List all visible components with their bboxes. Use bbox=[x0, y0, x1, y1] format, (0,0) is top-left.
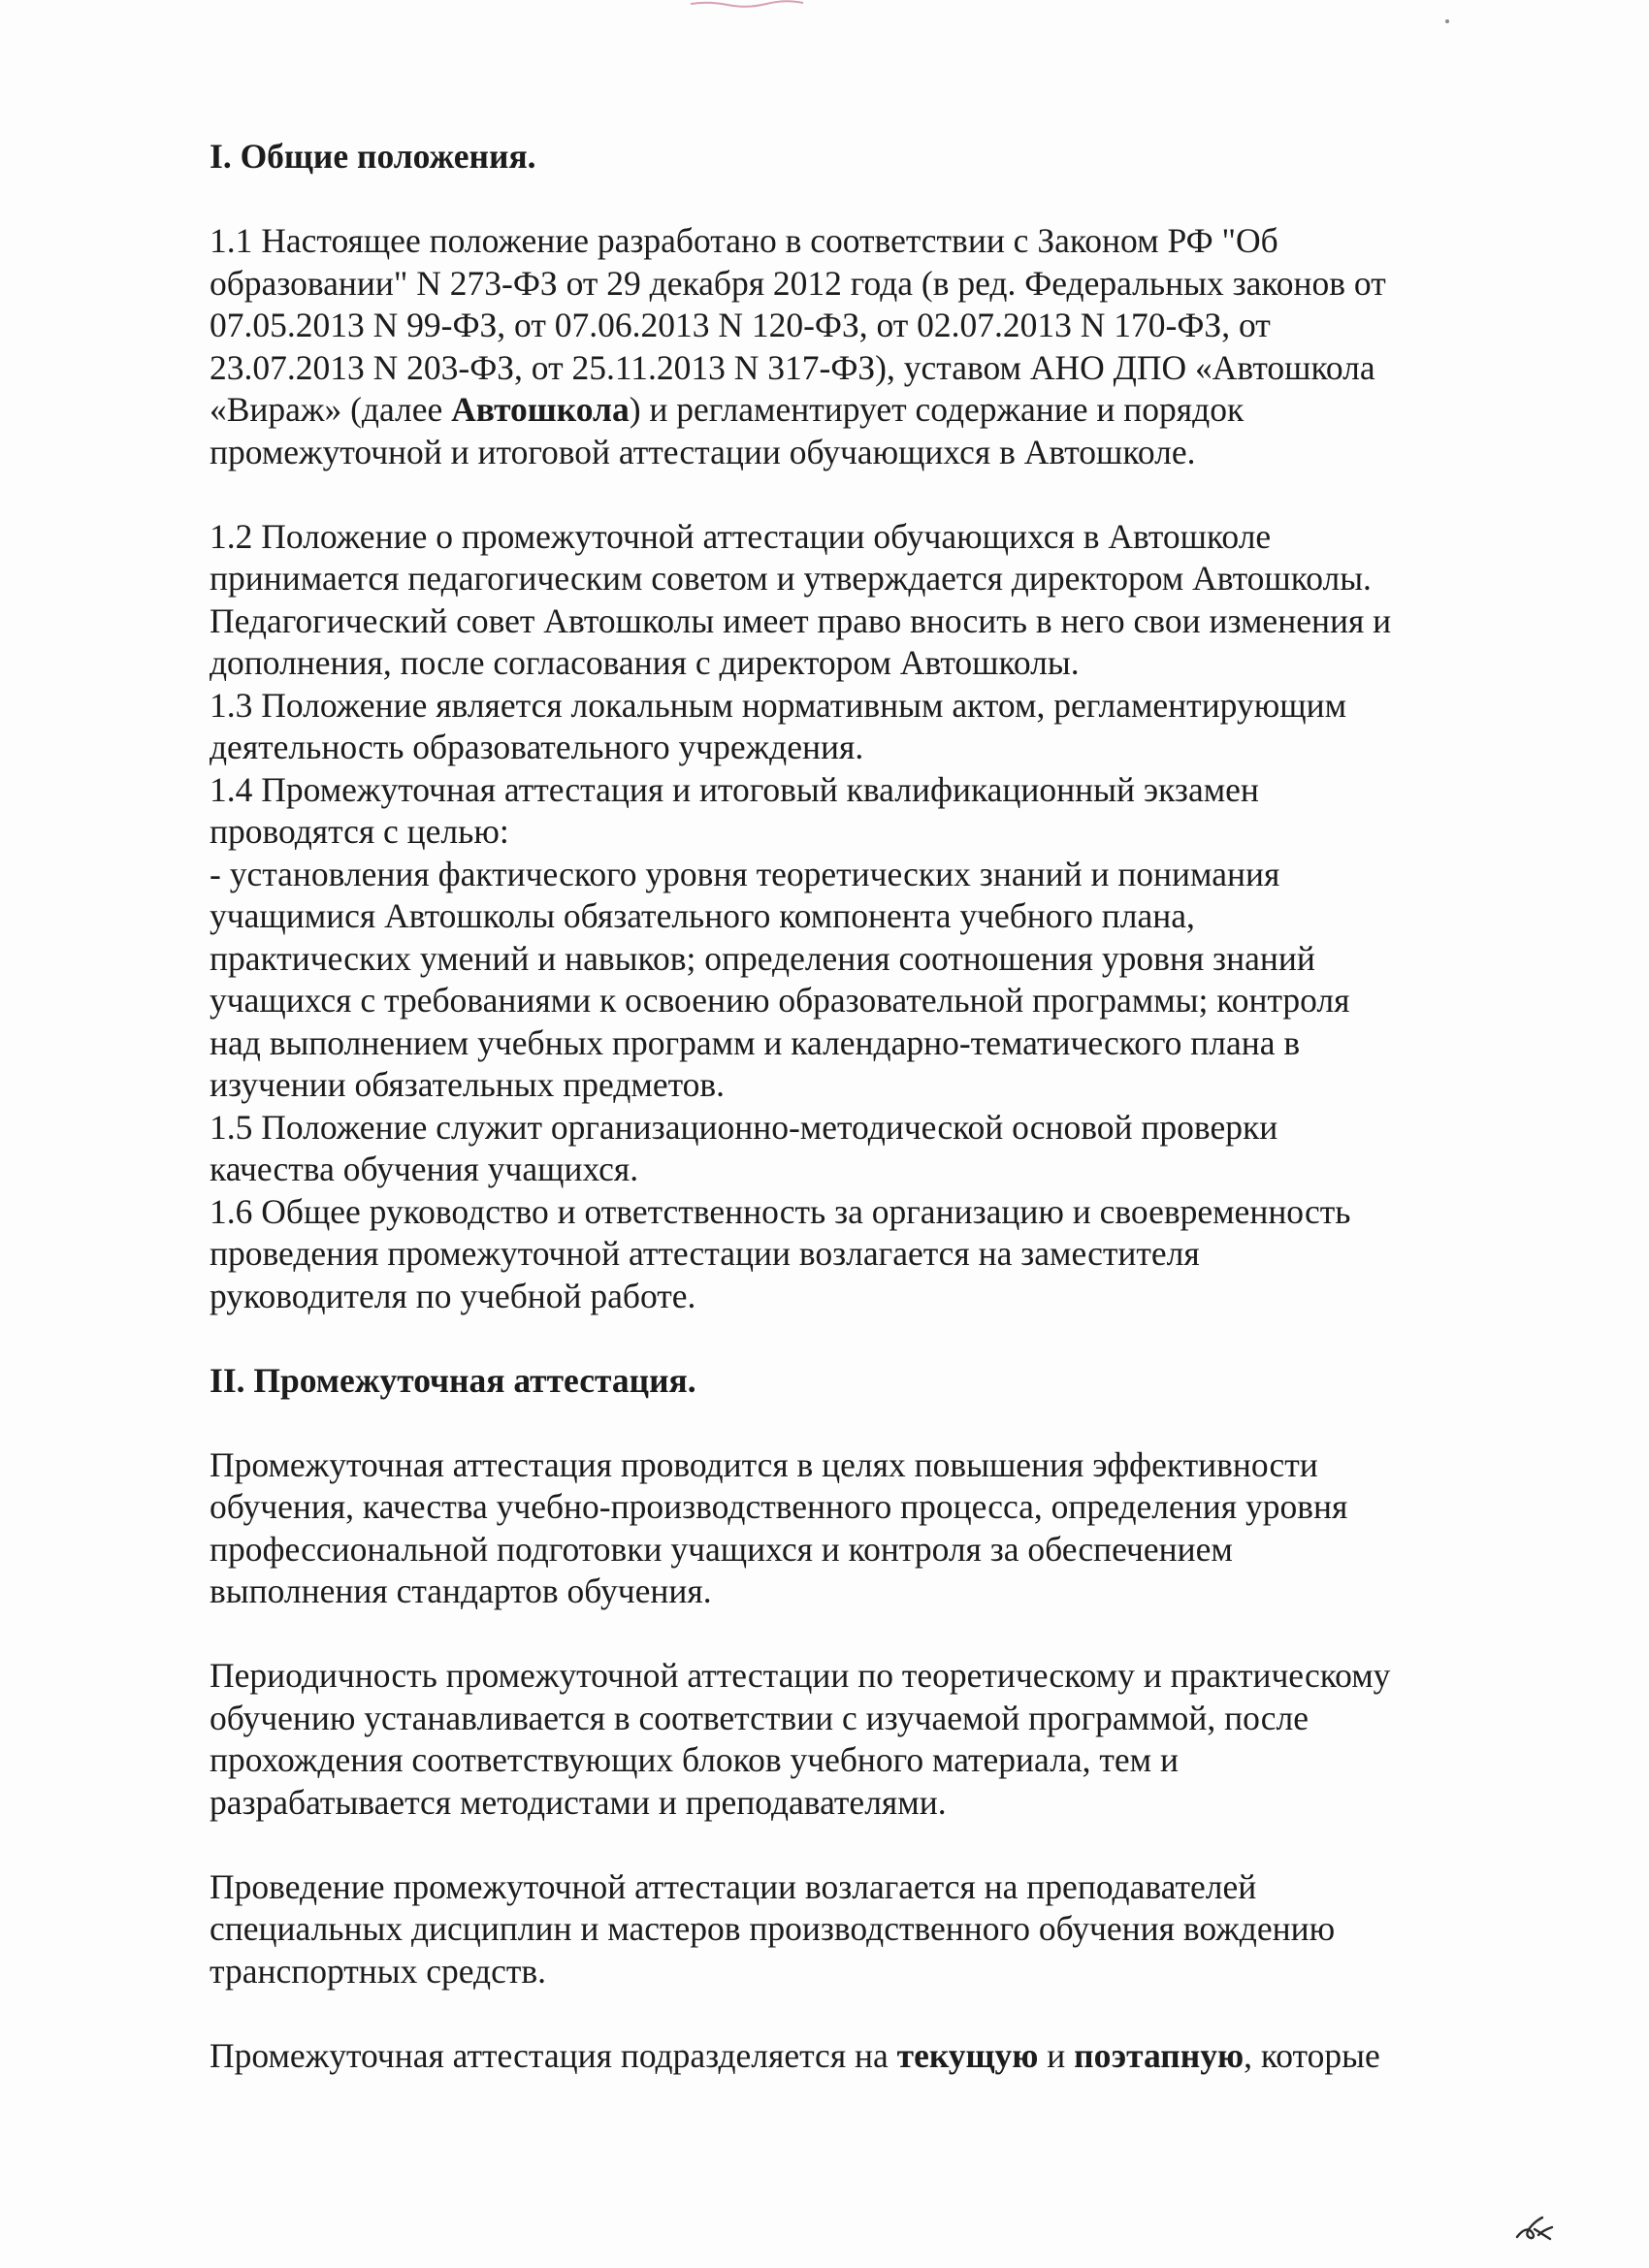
text-line: выполнения стандартов обучения. bbox=[210, 1571, 712, 1610]
text-line: - установления фактического уровня теоретических знаний и понимания bbox=[210, 854, 1280, 893]
paragraph-2-4 bbox=[210, 2035, 1490, 2078]
text-line: практических умений и навыков; определения соотношения уровня знаний bbox=[210, 938, 1315, 978]
document-body bbox=[210, 136, 1490, 2077]
text-line: учащихся с требованиями к освоению образовательной программы; контроля bbox=[210, 981, 1350, 1020]
text-line: обучению устанавливается в соответствии с изучаемой программой, после bbox=[210, 1698, 1309, 1737]
text-line: 07.05.2013 N 99-ФЗ, от 07.06.2013 N 120-ФЗ, от 02.07.2013 N 170-ФЗ, от bbox=[210, 306, 1271, 344]
text-span: Промежуточная аттестация подразделяется на bbox=[210, 2035, 897, 2075]
text-line: разрабатывается методистами и преподавателями. bbox=[210, 1782, 947, 1822]
text-line: прохождения соответствующих блоков учебного материала, тем и bbox=[210, 1740, 1179, 1779]
text-line: Промежуточная аттестация проводится в целях повышения эффективности bbox=[210, 1444, 1318, 1484]
section-heading-1: I. Общие положения. bbox=[210, 137, 536, 176]
bold-term: текущую bbox=[896, 2035, 1039, 2075]
text-line: обучения, качества учебно-производственного процесса, определения уровня bbox=[210, 1487, 1348, 1526]
paragraph-2-1 bbox=[210, 1444, 1490, 1613]
bold-term: Автошкола bbox=[451, 390, 630, 429]
text-line: промежуточной и итоговой аттестации обучающихся в Автошколе. bbox=[210, 432, 1196, 471]
bold-term: поэтапную bbox=[1074, 2035, 1245, 2075]
paragraph-2-3 bbox=[210, 1866, 1490, 1993]
text-line: 1.5 Положение служит организационно-методической основой проверки bbox=[210, 1107, 1278, 1147]
clause-1-3 bbox=[210, 685, 1490, 769]
text-line: 23.07.2013 N 203-ФЗ, от 25.11.2013 N 317-ФЗ), уставом АНО ДПО «Автошкола bbox=[210, 347, 1375, 387]
text-line: 1.2 Положение о промежуточной аттестации обучающихся в Автошколе bbox=[210, 516, 1272, 556]
stamp-trace bbox=[689, 0, 805, 8]
text-span: и bbox=[1038, 2035, 1075, 2075]
text-line: руководителя по учебной работе. bbox=[210, 1276, 696, 1315]
text-line: изучении обязательных предметов. bbox=[210, 1065, 726, 1104]
text-line bbox=[210, 2035, 1490, 2078]
text-span: ) и регламентирует содержание и порядок bbox=[629, 390, 1245, 429]
text-line: образовании" N 273-ФЗ от 29 декабря 2012 года (в ред. Федеральных законов от bbox=[210, 263, 1386, 303]
text-line: дополнения, после согласования с директором Автошколы. bbox=[210, 643, 1080, 682]
text-line: транспортных средств. bbox=[210, 1951, 546, 1991]
text-line: принимается педагогическим советом и утверждается директором Автошколы. bbox=[210, 559, 1372, 598]
text-span: «Вираж» (далее bbox=[210, 390, 452, 429]
clause-1-5 bbox=[210, 1107, 1490, 1191]
text-line: качества обучения учащихся. bbox=[210, 1150, 639, 1188]
text-line: 1.4 Промежуточная аттестация и итоговый квалификационный экзамен bbox=[210, 769, 1259, 809]
text-line: деятельность образовательного учреждения. bbox=[210, 728, 864, 766]
text-line: учащимися Автошколы обязательного компонента учебного плана, bbox=[210, 896, 1195, 935]
text-line: профессиональной подготовки учащихся и контроля за обеспечением bbox=[210, 1529, 1233, 1569]
text-line: 1.3 Положение является локальным нормативным актом, регламентирующим bbox=[210, 685, 1347, 725]
clause-1-1 bbox=[210, 220, 1490, 473]
clause-1-6 bbox=[210, 1191, 1490, 1318]
text-line: проведения промежуточной аттестации возлагается на заместителя bbox=[210, 1234, 1200, 1273]
text-line bbox=[210, 389, 1490, 432]
section-heading-2: II. Промежуточная аттестация. bbox=[210, 1360, 696, 1400]
text-line: над выполнением учебных программ и календарно-тематического плана в bbox=[210, 1022, 1301, 1062]
text-line: проводятся с целью: bbox=[210, 812, 509, 851]
text-line: 1.1 Настоящее положение разработано в соответствии с Законом РФ "Об bbox=[210, 221, 1278, 260]
text-span: , которые bbox=[1244, 2035, 1380, 2075]
text-line: 1.6 Общее руководство и ответственность за организацию и своевременность bbox=[210, 1191, 1351, 1231]
text-line: Педагогический совет Автошколы имеет право вносить в него свои изменения и bbox=[210, 600, 1392, 640]
paragraph-2-2 bbox=[210, 1655, 1490, 1824]
handwritten-mark bbox=[1513, 2210, 1558, 2243]
scan-speck bbox=[1445, 19, 1449, 23]
text-line: Периодичность промежуточной аттестации по теоретическому и практическому bbox=[210, 1656, 1391, 1695]
clause-1-2 bbox=[210, 516, 1490, 685]
text-line: Проведение промежуточной аттестации возлагается на преподавателей bbox=[210, 1866, 1257, 1906]
clause-1-4 bbox=[210, 769, 1490, 1107]
text-line: специальных дисциплин и мастеров производственного обучения вождению bbox=[210, 1909, 1336, 1948]
